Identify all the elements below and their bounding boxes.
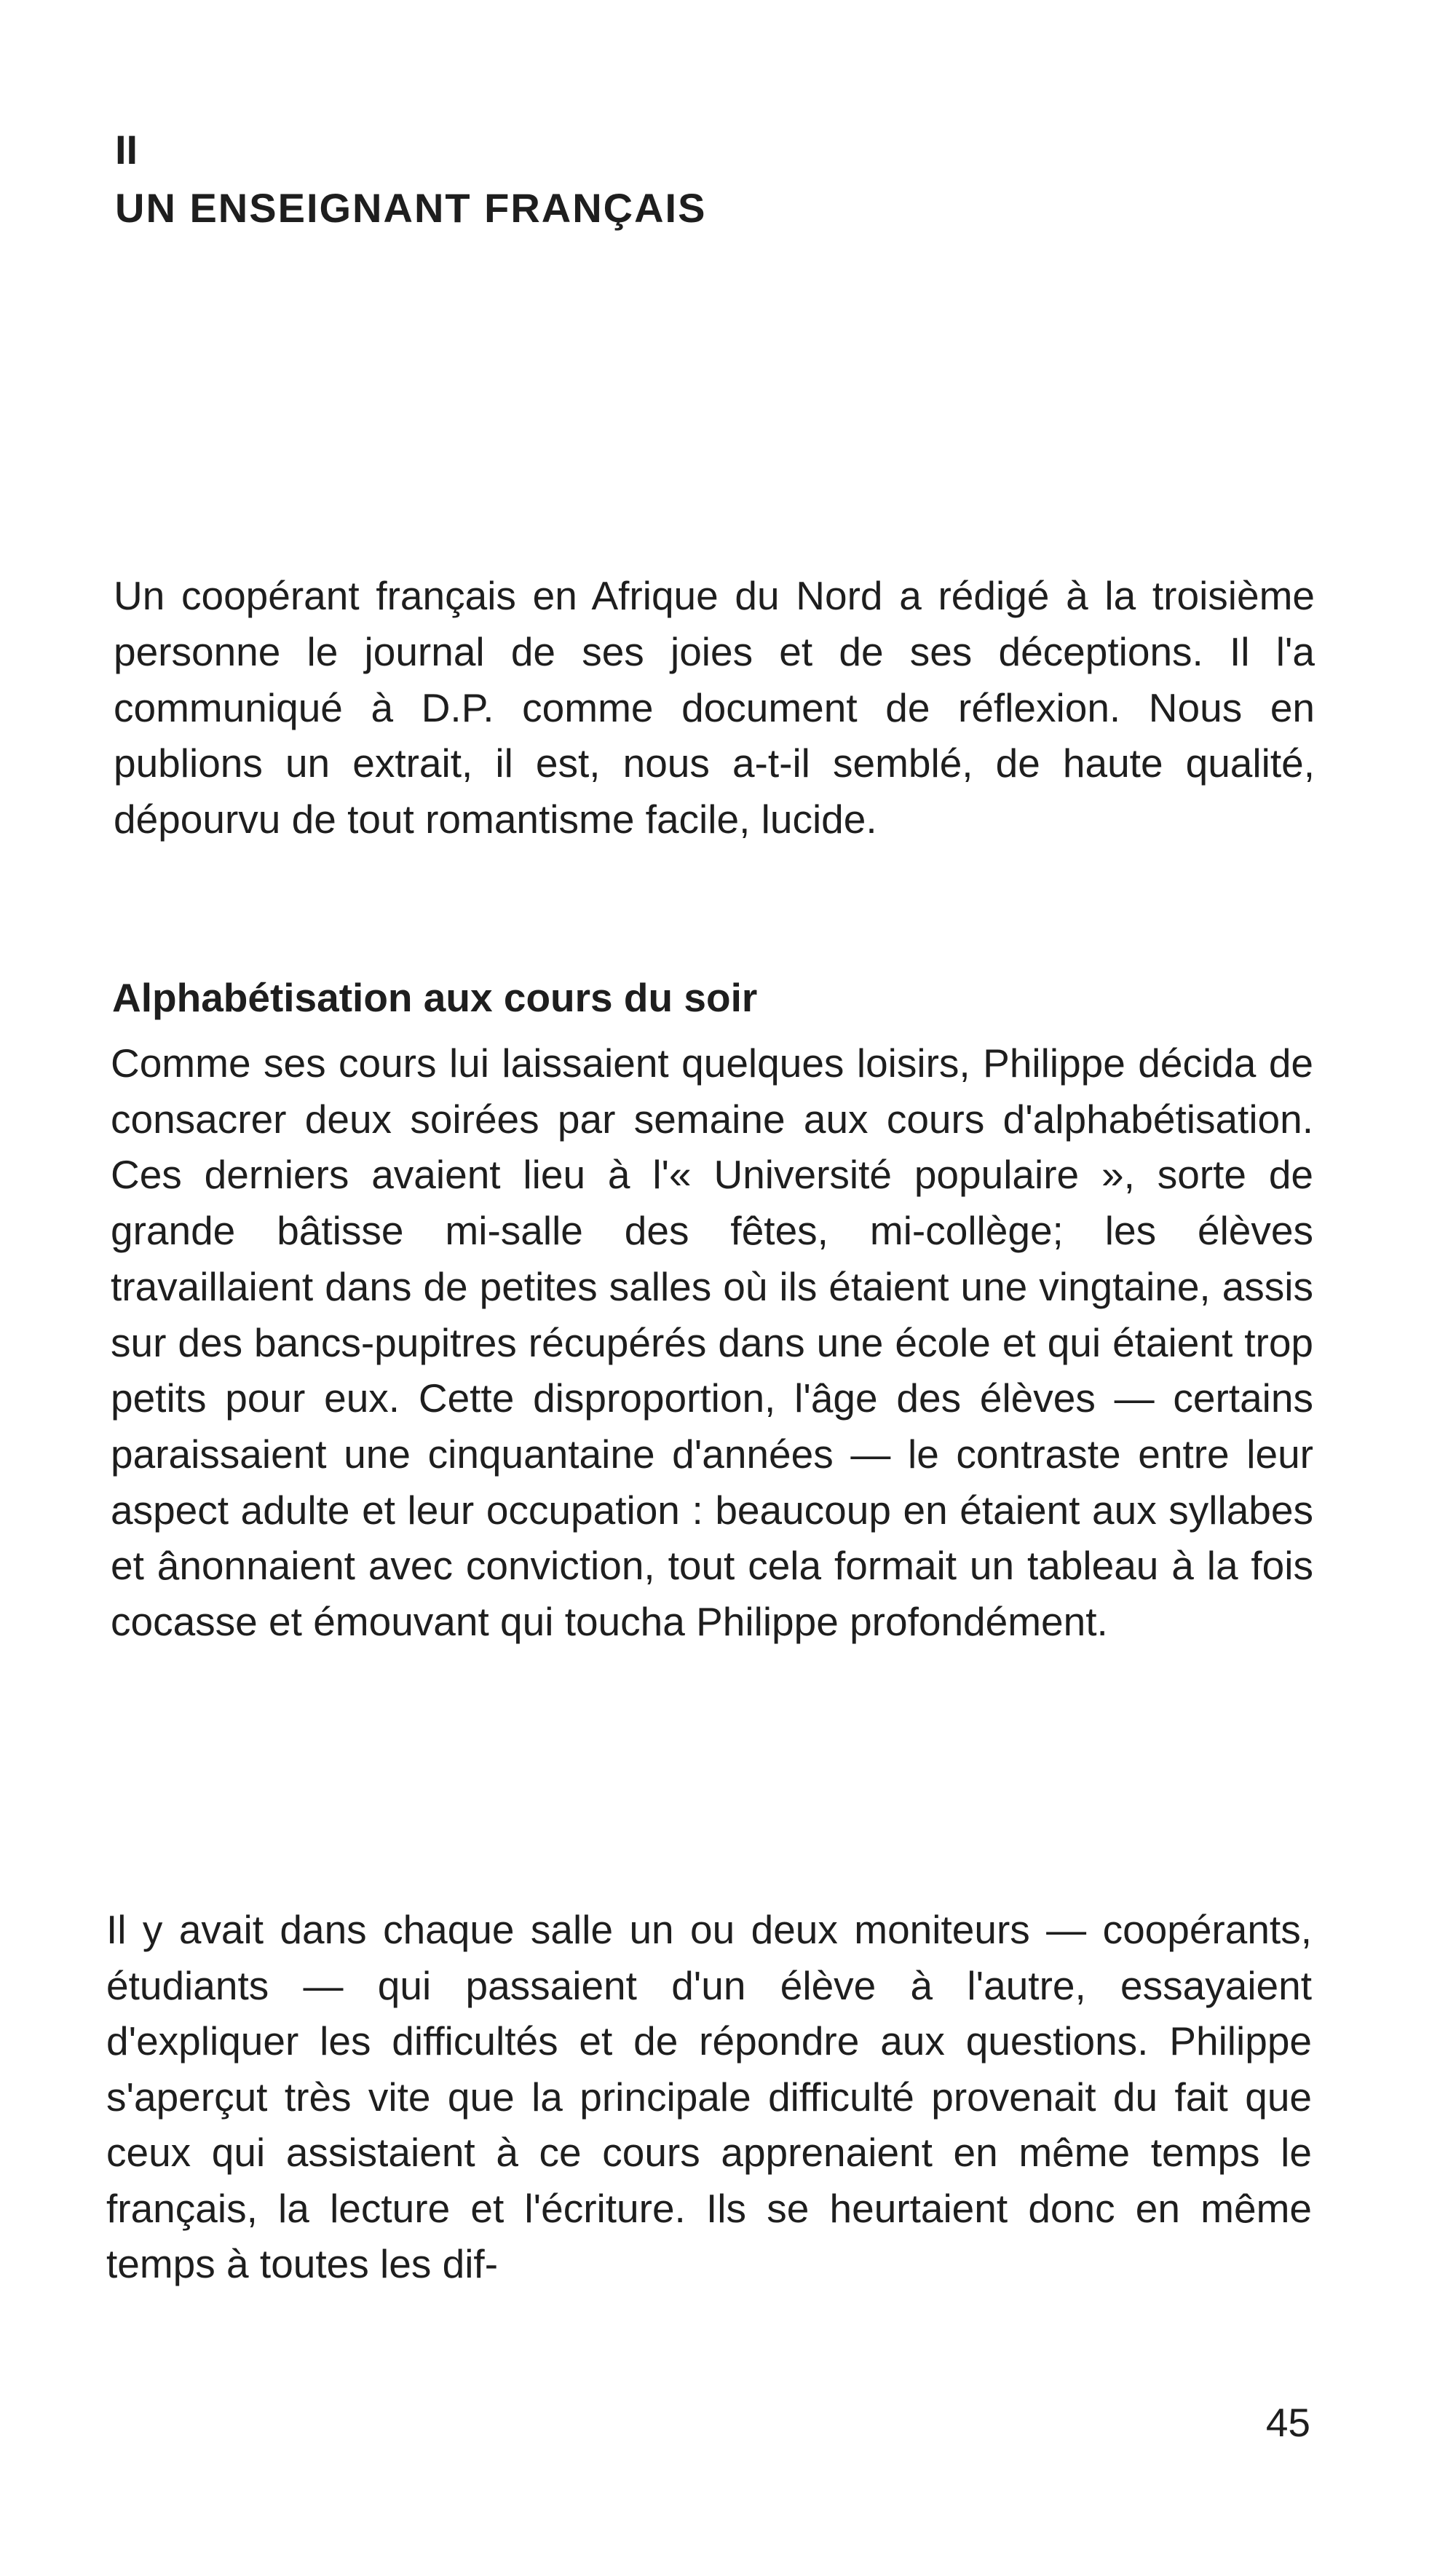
page-number: 45 <box>1265 2400 1310 2445</box>
chapter-number: II <box>115 127 138 173</box>
body-paragraph-2: Il y avait dans chaque salle un ou deux moniteurs — coopérants, étudiants — qui passaient d'un élève à l'autre, essayaient d'expliquer les difficultés et de répondre aux questions. Philippe s'aperçut très vite que la principale difficulté provenait du fait que ceux qui assistaient à ce cours apprenaient en même temps le français, la lecture et l'écriture. Ils se heurtaient donc en même temps à toutes les dif- <box>106 1907 1312 2286</box>
intro-paragraph: Un coopérant français en Afrique du Nord a rédigé à la troisième personne le journal de ses joies et de ses déceptions. Il l'a communiqué à D.P. comme document de réflexion. Nous en publions un extrait, il est, nous a-t-il semblé, de haute qualité, dépourvu de tout romantisme facile, lucide. <box>114 573 1315 842</box>
section-heading: Alphabétisation aux cours du soir <box>112 975 758 1020</box>
chapter-title: UN ENSEIGNANT FRANÇAIS <box>115 185 707 231</box>
body-paragraph-1: Comme ses cours lui laissaient quelques loisirs, Philippe décida de consacrer deux soirées par semaine aux cours d'alphabétisation. Ces derniers avaient lieu à l'« Université populaire », sorte de grande bâtisse mi-salle des fêtes, mi-collège; les élèves travaillaient dans de petites salles où ils étaient une vingtaine, assis sur des bancs-pupitres récupérés dans une école et qui étaient trop petits pour eux. Cette disproportion, l'âge des élèves — certains paraissaient une cinquantaine d'années — le contraste entre leur aspect adulte et leur occupation : beaucoup en étaient aux syllabes et ânonnaient avec conviction, tout cela formait un tableau à la fois cocasse et émouvant qui toucha Philippe profondément. <box>111 1040 1313 1645</box>
